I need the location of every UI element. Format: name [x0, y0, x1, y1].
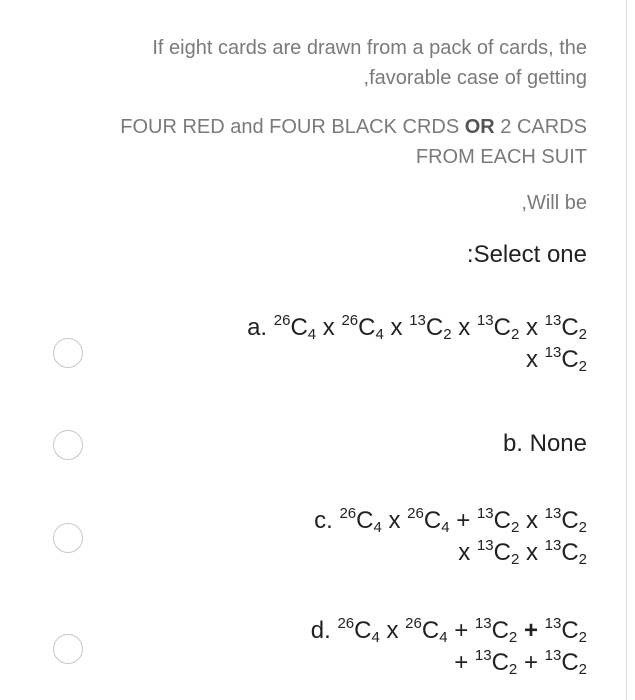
question-condition: [40, 112, 587, 172]
question-line-3-part-b: 2 CARDS: [494, 116, 587, 138]
panel-edge: [626, 0, 627, 700]
option-a-line-1: a. $^{26}C_4$ x $^{26}C_4$ x $^{13}C_2$ x $^{13}C_2$ x $^{13}C_2$: [247, 312, 587, 343]
option-c[interactable]: [314, 505, 587, 569]
option-c-line-2: x $^{13}C_2$ x $^{13}C_2$: [458, 537, 587, 568]
question-line-1: If eight cards are drawn from a pack of cards, the: [152, 37, 587, 59]
option-b-radio[interactable]: [53, 430, 83, 460]
question-line-4: FROM EACH SUIT: [415, 146, 587, 168]
option-a[interactable]: [247, 312, 587, 376]
option-c-radio[interactable]: [53, 523, 83, 553]
option-d-radio[interactable]: [53, 634, 83, 664]
question-line-3-part-a: FOUR RED and FOUR BLACK CRDS: [120, 116, 465, 138]
option-b[interactable]: [503, 428, 587, 460]
question-line-5: ,Will be: [521, 192, 587, 214]
option-a-line-2: x $^{13}C_2$: [525, 344, 587, 375]
question-text: [40, 33, 587, 93]
select-one-prompt: :Select one: [466, 241, 587, 268]
question-or-emphasis: OR: [464, 116, 495, 138]
option-c-line-1: c. $^{26}C_4$ x $^{26}C_4 + ^{13}C_2$ x $^{13}C_2$: [314, 505, 587, 536]
question-line-2: ,favorable case of getting: [363, 67, 587, 89]
option-d-line-1: d. $^{26}C_4$ x $^{26}C_4 + ^{13}C_2 + ^{13}C_2$: [310, 615, 587, 646]
option-a-radio[interactable]: [53, 338, 83, 368]
question-line-3: [40, 112, 587, 142]
option-b-label: b. None: [502, 430, 587, 457]
option-d-line-2: + $^{13}C_2 + ^{13}C_2$: [454, 647, 587, 678]
option-d[interactable]: [311, 615, 587, 679]
